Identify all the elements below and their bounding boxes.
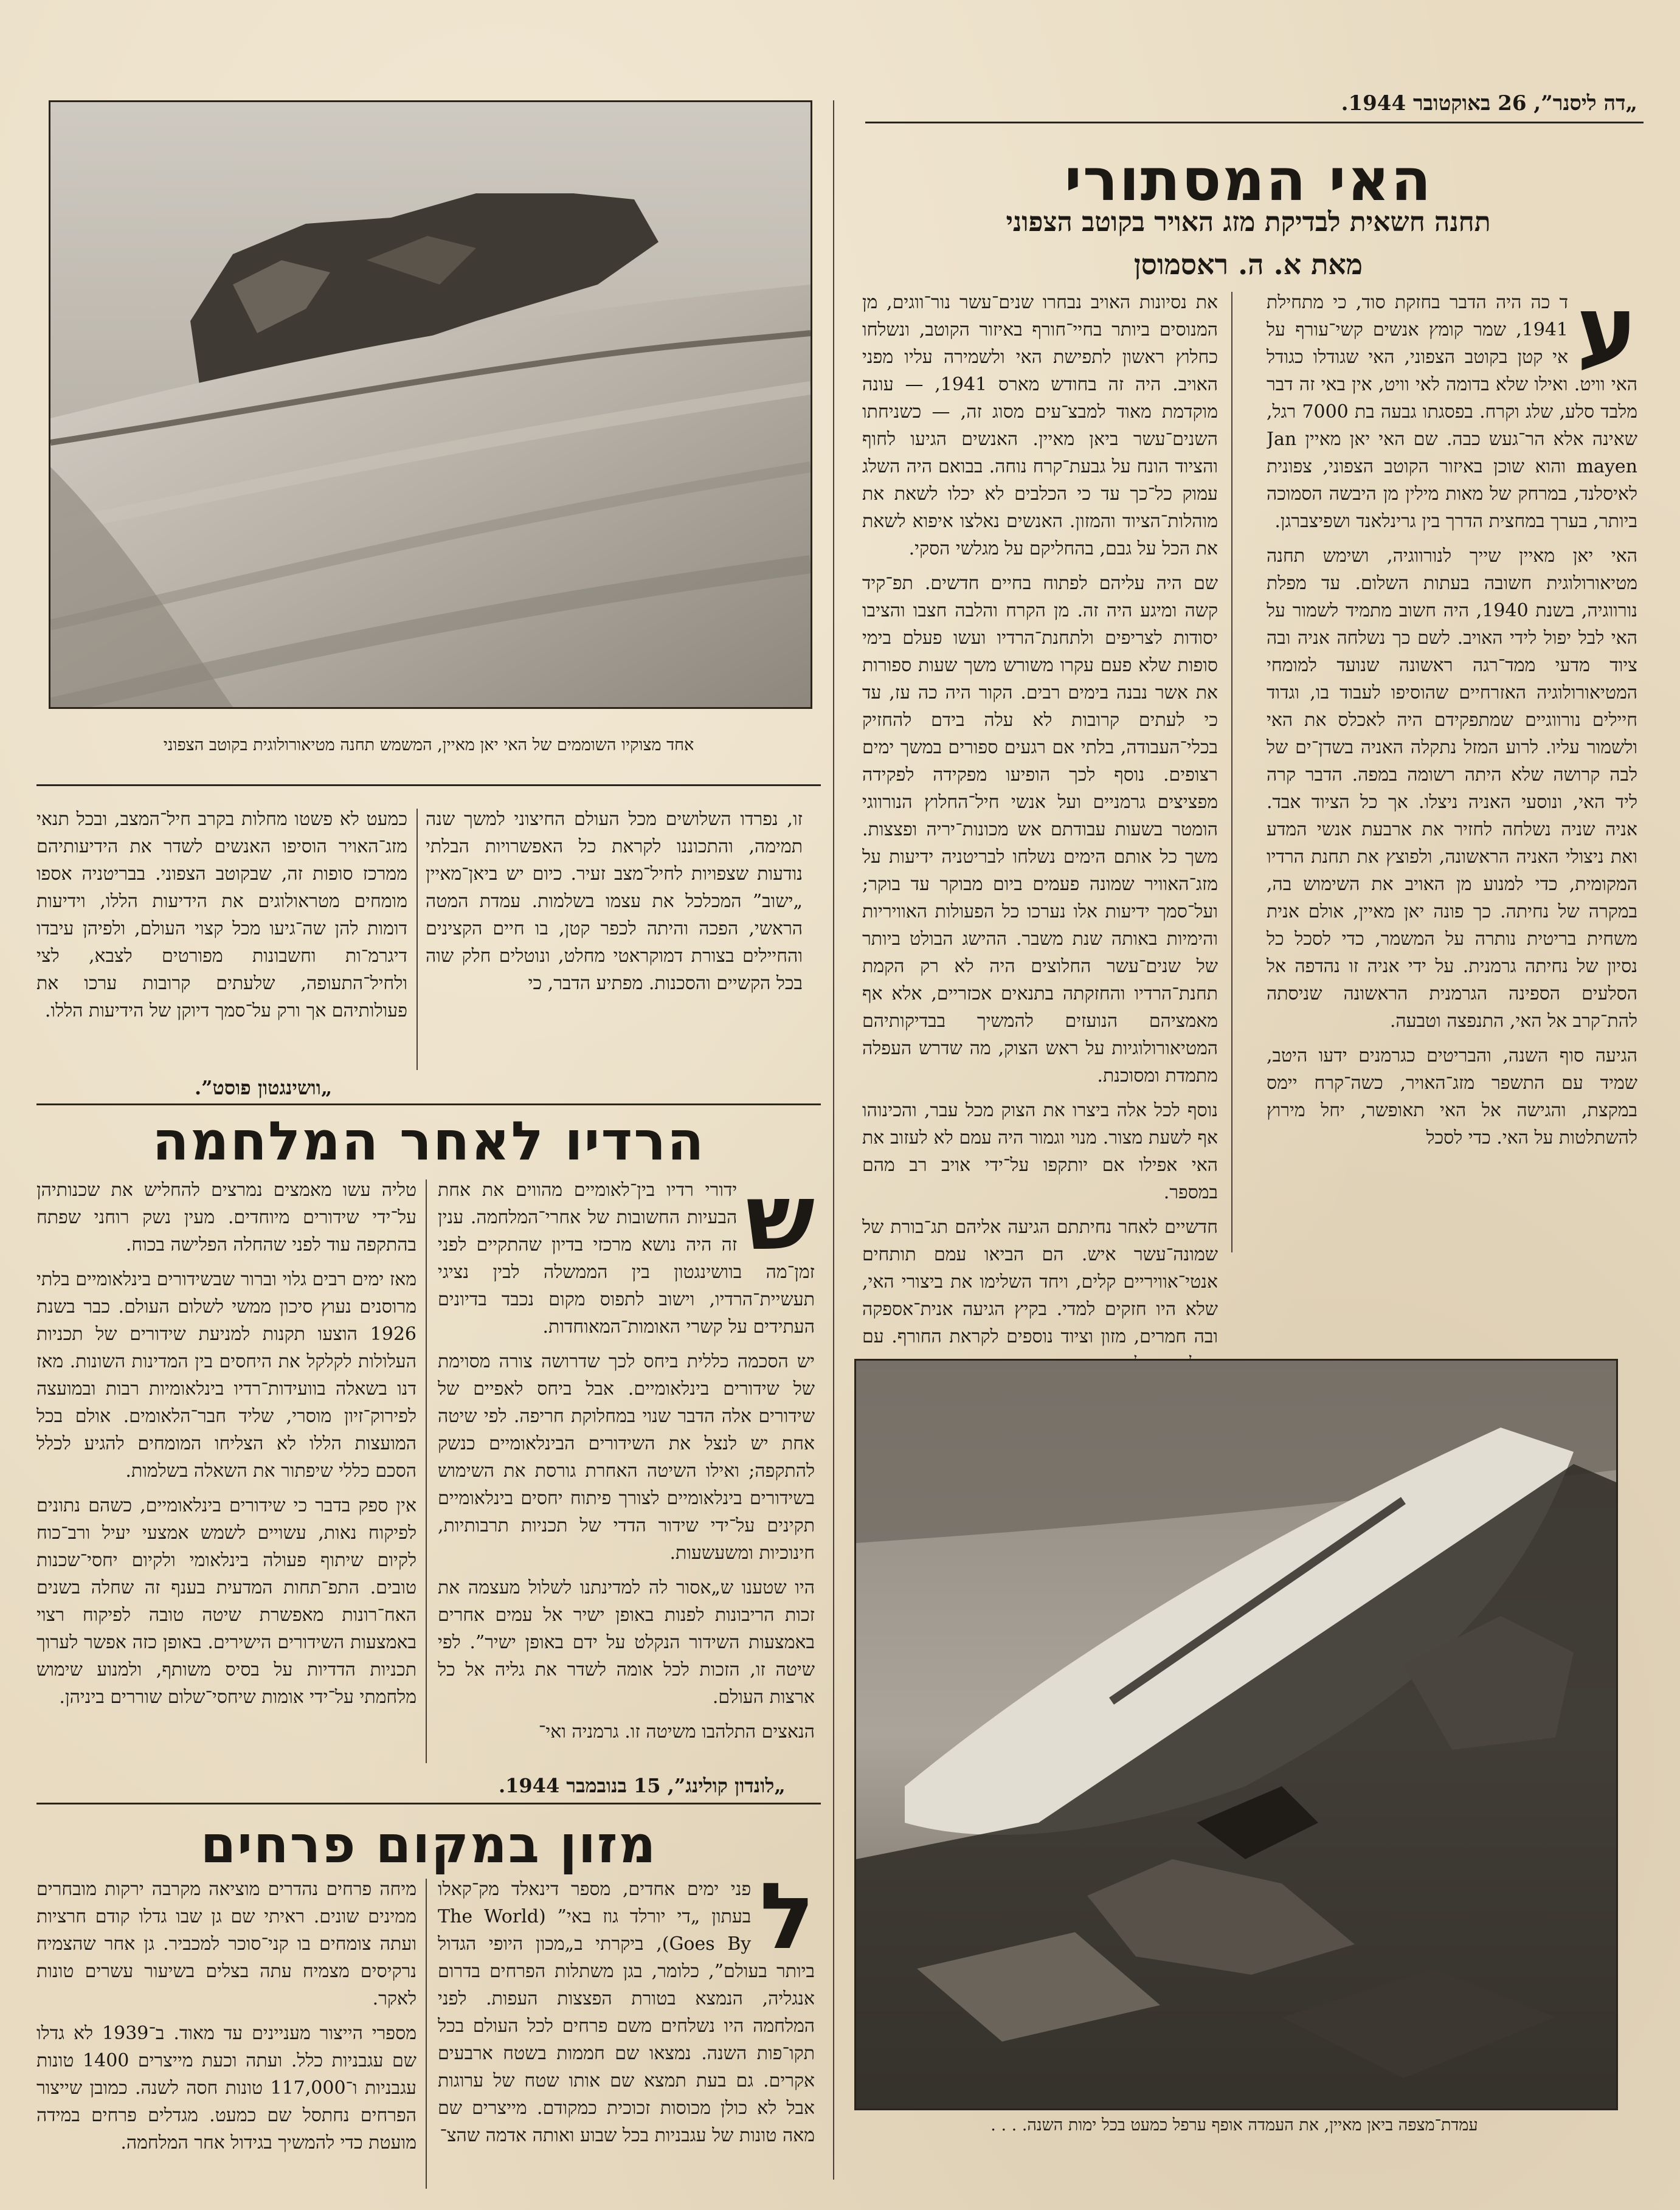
photo-observation-post <box>854 1359 1618 2110</box>
article2-paragraph: טליה עשו מאמצים נמרצים להחליש את שכנותיהן על־ידי שידורים מיוחדים. מעין נשק רוחני שפתח בהתקפה עוד לפני שהחלה הפלישה בכוח. <box>36 1179 417 1255</box>
article1-paragraph: האי יאן מאיין שייך לנורווגיה, ושימש תחנה מטיאורולוגית חשובה בעתות השלום. עד מפלת נורווגיה, בשנת 1940, היה חשוב מתמיד לשמור על האי לבל יפול לידי האויב. לשם כך נשלחה אניה ובה ציוד מדעי ממד־רגה ראשונה שנועד למומחי המטיאורולוגיה האזרחיים שהוסיפו לעבוד בו, וגדוד חיילים נורווגיים שמתפקידם היה לאכלס את האי ולשמור עליו. לרוע המזל נתקלה האניה בשדן־ים של לבה קרושה שלא היתה רשומה במפה. הדבר קרה ליד האי, ונוסעי האניה ניצלו. אך כל הציוד אבד. אניה שניה נשלחה לחזיר את ארבעת אנשי המדע ואת ניצולי האניה הראשונה, ולפוצץ את תחנת הרדיו המקומית, כדי למנוע מן האויב את השימוש בה, במקרה של נחיתה. כך פונה יאן מאיין, אולם אנית משחית בריטית נותרה על המשמר, כדי לסכל כל נסיון של נחיתה גרמנית. על ידי אניה זו נהדפה אל הסלעים הספינה הגרמנית הראשונה שניסתה להת־קרב אל האי, התנפצה וטבעה. <box>1267 545 1637 1032</box>
article1-column-continued: זו, נפרדו השלושים מכל העולם החיצוני למשך שנה תמימה, והתכוננו לקראת כל האפשרויות הבלתי נודעות שצפויות לחיל־מצב זעיר. כיום יש ביאן־מאיין „ישוב” המכלכל את עצמו בשלמות. עמדת המטה הראשי, הפכה והיתה לכפר קטן, בו חיים הקצינים והחיילים בצורת דמוקראטי מחלט, ונוטלים חלק שוה בכל הקשיים והסכנות. מפתיע הדבר, כי <box>426 809 803 994</box>
article3-column-right <box>438 1876 815 2192</box>
article1-paragraph: שם היה עליהם לפתוח בחיים חדשים. תפ־קיד קשה ומיגע היה זה. מן הקרח והלבה חצבו והציבו יסודות לצריפים ולתחנת־הרדיו ועשו פעלם בימי סופות שלא פעם עקרו משורש משך שעות ספורות את אשר נבנה בימים רבים. הקור היה כה עז, עד כי לעתים קרובות לא עלה בידם להחזיק בכלי־העבודה, בלתי אם רגעים ספורים במשך ימים רצופים. נוסף לכך הופיעו מפקידה לפקידה מפציצים גרמניים ועל אנשי חיל־החלוץ הנורווגי הומטר בשעות עבודתם אש מכונות־יריה ופצצות. משך כל אותם הימים נשלחו לבריטניה ידיעות על מזג־האוויר שמונה פעמים ביום מבוקר עד בוקר; ועל־סמך ידיעות אלו נערכו כל הפעולות האוויריות והימיות באותה שנת משבר. ההישג הבולט ביותר של שנים־עשר החלוצים היה לא רק הקמת תחנת־הרדיו והחזקתה בתנאים אכזריים, אלא אף מאמציהם הנועזים להמשיך בבדיקותיהם המטיאורולוגיות על ראש הצוק, מה שדרש העפלה מתמדת ומסוכנת. <box>862 573 1218 1086</box>
article1-column-final: כמעט לא פשטו מחלות בקרב חיל־המצב, ובכל תנאי מזג־האויר הוסיפו האנשים לשדר את הידיעותיהם ממרכז סופות זה, שבקוטב הצפוני. בבריטניה אספו מומחים מטראולוגים את הידיעות הללו, וידיעות דומות להן שה־גיעו מכל קצוי העולם, ולפיהן עיבדו דיגרמ־ות וחשבונות מפורטים לצבא, לצי ולחיל־התעופה, שלעתים קרובות ערכו את פעולותיהם אך ורק על־סמך דיוקן של הידיעות הללו. <box>36 809 407 1021</box>
article2-column-left <box>36 1176 417 1766</box>
article2-paragraph: ידורי רדיו בין־לאומיים מהווים את אחת הבעיות החשובות של אחרי־המלחמה. ענין זה היה נושא מרכזי בדיון שהתקיים לפני זמן־מה בוושינגטון בין הממשלה לבין נציגי תעשיית־הרדיו, וישוב לתפוס מקום נכבד בדיונים העתידים על קשרי האומות־המאוחדות. <box>438 1179 815 1338</box>
article3-paragraph: פני ימים אחדים, מספר דינאלד מק־קאלו בעתון „די יורלד גוז באי” (The World Goes By), ביקרתי ב„מכון היופי הגדול ביותר בעולם”, כלומר, בגן משתלות הפרחים בדרום אנגליה, הנמצא בטורת הפצצות העפות. לפני המלחמה היו נשלחים משם פרחים לכל העולם בכל תקו־פות השנה. נמצאו שם חממות בשטח ארבעים אקרים. גם בעת תמצא שם אותו שטח של ערוגות אבל לא כולן מכוסות זכוכית כמקודם. מייצרים שם מאה טונות של עגבניות בכל שבוע ואותה אדמה שהצ־ <box>438 1879 815 2146</box>
article3-paragraph: מיחה פרחים נהדרים מוציאה מקרבה ירקות מובחרים ממינים שונים. ראיתי שם גן שבו גדלו קודם חרציות ועתה צומחים בו קני־סוכר למכביר. גן אחר שהצמיח נרקיסים מצמיח עתה בצלים בשיעור עשרים טונות לאקר. <box>36 1879 417 2009</box>
observation-photo-image <box>856 1361 1616 2108</box>
article1-byline: מאת א. ה. ראסמוסן <box>1133 248 1363 281</box>
article1-paragraph: חדשיים לאחר נחיתתם הגיעה אליהם תג־בורת של שמונה־עשר איש. הם הביאו עמם תותחים אנטי־אוויריים קלים, ויחד השלימו את ביצורי האי, שלא היו חזקים למדי. בקיץ הגיעה אנית־אספקה ובה חמרים, מזון וציוד נוספים לקראת החורף. עם <box>862 1217 1218 1347</box>
article2-paragraph: יש הסכמה כללית ביחס לכך שדרושה צורה מסוימת של שידורים בינלאומיים. אבל ביחס לאפיים של שידורים אלה הדבר שנוי במחלוקת חריפה. לפי שיטה אחת יש לנצל את השידורים הבינלאומיים כנשק להתקפה; ואילו השיטה האחרת גורסת את השימוש בשידורים בינלאומיים לצורך פיתוח יחסים בינלאומיים תקינים על־ידי שידור הדדי של תכניות תרבותיות, חינוכיות ומשעשעות. <box>438 1351 815 1564</box>
article1-paragraph: ד כה היה הדבר בחזקת סוד, כי מתחילת 1941, שמר קומץ אנשים קשי־עורף על אי קטן בקוטב הצפוני, האי שגודלו כגודל האי וויט. ואילו שלא בדומה לאי וויט, אין באי זה דבר מלבד סלע, שלג וקרח. בפסגתו גבעה בת 7000 רגל, שאינה אלא הר־געש כבה. שם האי יאן מאיין Jan mayen והוא שוכן באיזור הקוטב הצפוני, צפונית לאיסלנד, במרחק של מאות מילין מן היבשה הסמוכה ביותר, בערך במחצית הדרך בין גרינלאנד ושפיצברגן. <box>1267 292 1637 532</box>
column-divider <box>426 1179 427 1763</box>
source-london-calling: „לונדון קולינג”, 15 בנובמבר 1944. <box>499 1774 786 1797</box>
source-washington-post: „וושינגטון פוסט”. <box>195 1076 333 1099</box>
article3-column-left <box>36 1876 417 2192</box>
photo2-caption: עמדת־מצפה ביאן מאיין, את העמדה אופף ערפל כמעט בכל ימות השנה. . . . <box>990 2116 1478 2135</box>
article2-paragraph: היו שטענו ש„אסור לה למדינתנו לשלול מעצמה את זכות הריבונות לפנות באופן ישיר אל עמים אחרים באמצעות השידור הנקלט על ידם באופן ישיר”. לפי שיטה זו, הזכות לכל אומה לשדר את גליה אל כל ארצות העולם. <box>438 1577 815 1708</box>
section-rule <box>36 1103 821 1105</box>
article2-paragraph: מאז ימים רבים גלוי וברור שבשידורים בינלאומיים בלתי מרוסנים נעוץ סיכון ממשי לשלום העולם. כבר בשנת 1926 הוצעו תקנות למניעת שידורים של תכניות העלולות לקלקל את היחסים בין המדינות השונות. מאז דנו בשאלה בוועידות־רדיו בינלאומיות רבות ובמועצה לפירוק־זיון מוסרי, שליד חבר־הלאומים. אולם בכל המועצות הללו לא הצליחו המומחים להגיע לכלל הסכם כללי שיפתור את השאלה בשלמות. <box>36 1269 417 1482</box>
section-rule <box>36 784 821 786</box>
column-divider <box>1231 292 1232 1252</box>
photo1-caption: אחד מצוקיו השוממים של האי יאן מאיין, המשמש תחנה מטיאורולוגית בקוטב הצפוני <box>163 736 694 755</box>
article1-dropcap: ע <box>1577 289 1637 383</box>
article1-subtitle: תחנה חשאית לבדיקת מזג האויר בקוטב הצפוני <box>1006 207 1491 238</box>
page-divider <box>833 100 834 2180</box>
article2-title: הרדיו לאחר המלחמה <box>152 1110 705 1172</box>
cliff-photo-image <box>50 102 811 707</box>
top-rule <box>865 122 1644 123</box>
article2-paragraph: הנאצים התלהבו משיטה זו. גרמניה ואי־ <box>538 1721 815 1742</box>
column-divider <box>417 809 418 1070</box>
article3-title: מזון במקום פרחים <box>200 1815 657 1874</box>
article2-dropcap: ש <box>745 1176 815 1271</box>
dateline: „דה ליסנר”, 26 באוקטובר 1944. <box>1341 91 1637 116</box>
article1-title: האי המסתורי <box>1064 146 1433 214</box>
article1-paragraph: הגיעה סוף השנה, והבריטים כגרמנים ידעו היטב, שמיד עם התשפר מזג־האויר, כשה־קרח יימס במקצת, והגישה אל האי תאופשר, יחל מירוץ להשתלטות על האי. כדי לסכל <box>1267 1045 1637 1148</box>
article1-column-left <box>862 289 1218 1371</box>
section-rule <box>36 1803 821 1804</box>
article1-paragraph: את נסיונות האויב נבחרו שנים־עשר נור־ווגים, מן המנוסים ביותר בחיי־חורף באיזור הקוטב, ונשלחו כחלוץ ראשון לתפישת האי ולשמירה עליו מפני האויב. היה זה בחודש מארס 1941, — עונה מוקדמת מאוד למבצ־עים מסוג זה, — כשניחתו השנים־עשר ביאן מאיין. האנשים הגיעו לחוף והציוד הונח על גבעת־קרח נוחה. בבואם היה השלג עמוק כל־כך עד כי הכלבים לא יכלו לשאת את מוהלות־הציוד והמזון. האנשים נאלצו איפוא לשאת את הכל על גבם, בהחליקם על מגלשי הסקי. <box>862 292 1218 559</box>
article1-paragraph: נוסף לכל אלה ביצרו את הצוק מכל עבר, והכינוהו אף לשעת מצור. מנוי וגמור היה עמם לא לעזוב את האי אפילו אם יותקפו על־ידי אויב רב מהם במספר. <box>862 1100 1218 1203</box>
column-divider <box>426 1879 427 2189</box>
article3-paragraph: מספרי הייצור מעניינים עד מאוד. ב־1939 לא גדלו שם עגבניות כלל. ועתה וכעת מייצרים 1400 טונות עגבניות ו־117,000 טונות חסה לשנה. כמובן שייצור הפרחים נחתסל שם כמעט. מגדלים פרחים במידה מועטת כדי להמשיך בגידול אחר המלחמה. <box>36 2023 417 2153</box>
photo-jan-mayen-cliff <box>49 100 812 709</box>
article3-dropcap: ל <box>759 1876 815 1970</box>
article2-column-right <box>438 1176 815 1766</box>
article1-column-right <box>1267 289 1637 1249</box>
article2-paragraph: אין ספק בדבר כי שידורים בינלאומיים, כשהם נתונים לפיקוח נאות, עשויים לשמש אמצעי יעיל ורב־כוח לקיום שיתוף פעולה בינלאומי ולקיום יחסי־שכנות טובים. התפ־תחות המדעית בענף זה שחלה בשנים האח־רונות מאפשרת שיטה טובה לפיקוח רצוי באמצעות השידורים הישירים. באופן כזה אפשר לערוך תכניות הדדיות על בסיס משותף, ולמנוע שימוש מלחמתי על־ידי אומות שיחסי־שלום שוררים ביניהן. <box>36 1495 417 1708</box>
